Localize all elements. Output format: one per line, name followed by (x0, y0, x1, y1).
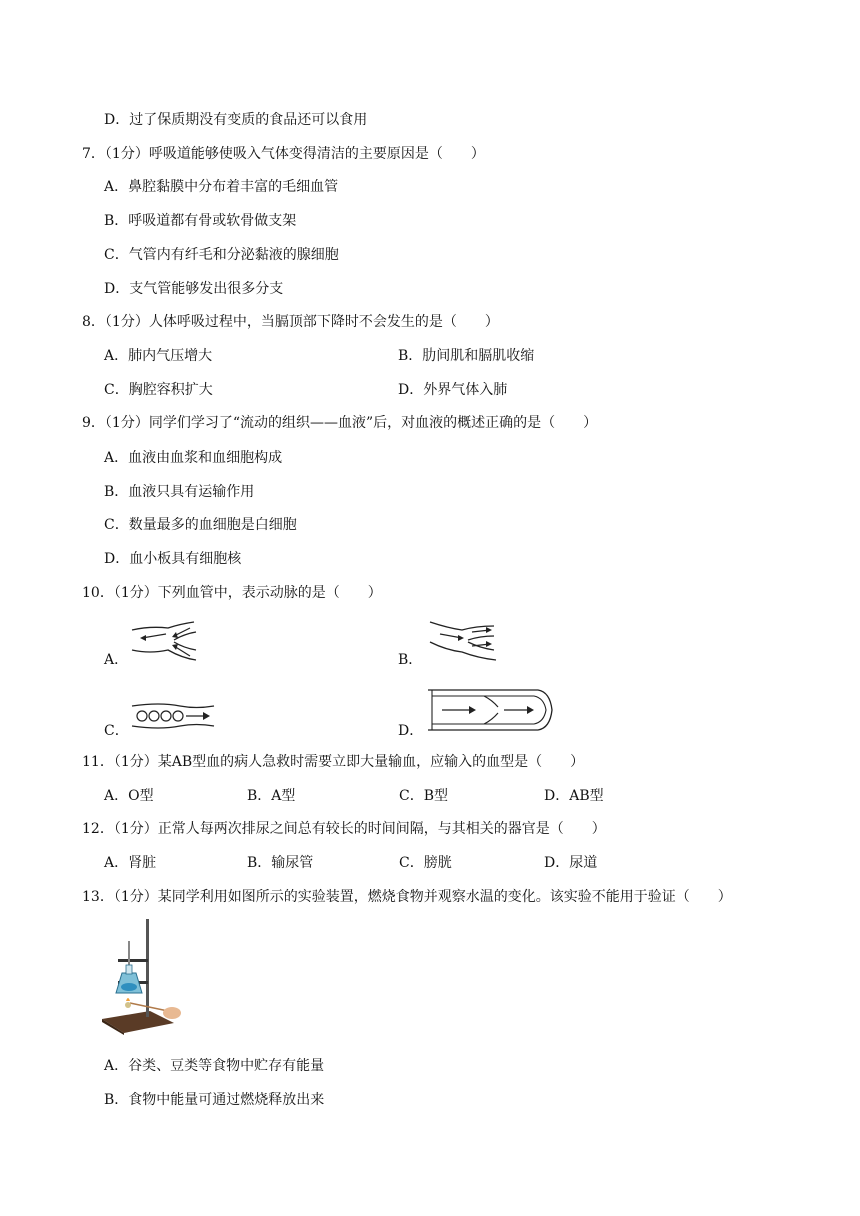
question-9: 9．（1分）同学们学习了“流动的组织——血液”后，对血液的概述正确的是（ ） (82, 415, 598, 431)
q12-option-a: A．肾脏 (104, 855, 157, 871)
q13-apparatus-figure (100, 915, 190, 1035)
q7-option-d: D．支气管能够发出很多分支 (104, 281, 284, 297)
q10-option-b-vessel-figure (428, 620, 500, 664)
q10-option-a-label: A． (104, 652, 129, 668)
q10-option-b-label: B． (398, 652, 423, 668)
q11-option-b: B．A型 (247, 788, 296, 804)
q8-option-b: B．肋间肌和膈肌收缩 (398, 348, 535, 364)
q13-option-a: A．谷类、豆类等食物中贮存有能量 (104, 1058, 325, 1074)
q10-option-d-label: D． (398, 723, 424, 739)
q10-option-c-vessel-figure (130, 702, 216, 730)
question-7: 7．（1分）呼吸道能够使吸入气体变得清洁的主要原因是（ ） (82, 146, 485, 162)
question-12: 12．（1分）正常人每两次排尿之间总有较长的时间间隔，与其相关的器官是（ ） (82, 821, 606, 837)
q10-option-a-vessel-figure (130, 620, 200, 664)
q12-option-d: D．尿道 (544, 855, 598, 871)
q7-option-b: B．呼吸道都有骨或软骨做支架 (104, 213, 297, 229)
q8-option-d: D．外界气体入肺 (398, 382, 508, 398)
q11-option-d: D．AB型 (544, 788, 604, 804)
question-8: 8．（1分）人体呼吸过程中，当膈顶部下降时不会发生的是（ ） (82, 314, 499, 330)
q9-option-a: A．血液由血浆和血细胞构成 (104, 450, 283, 466)
question-11: 11．（1分）某AB型血的病人急救时需要立即大量输血，应输入的血型是（ ） (82, 754, 585, 770)
q11-option-c: C．B型 (399, 788, 448, 804)
q9-option-c: C．数量最多的血细胞是白细胞 (104, 517, 297, 533)
q10-option-d-vessel-figure (426, 686, 556, 734)
q8-option-c: C．胸腔容积扩大 (104, 382, 213, 398)
q8-option-a: A．肺内气压增大 (104, 348, 213, 364)
q9-option-d: D．血小板具有细胞核 (104, 551, 242, 567)
q7-option-c: C．气管内有纤毛和分泌黏液的腺细胞 (104, 247, 339, 263)
q13-option-b: B．食物中能量可通过燃烧释放出来 (104, 1092, 325, 1108)
q12-option-c: C．膀胱 (399, 855, 452, 871)
q10-option-c-label: C． (104, 723, 129, 739)
q7-option-a: A．鼻腔黏膜中分布着丰富的毛细血管 (104, 179, 339, 195)
q6-option-d: D．过了保质期没有变质的食品还可以食用 (104, 112, 368, 128)
q12-option-b: B．输尿管 (247, 855, 314, 871)
q11-option-a: A．O型 (104, 788, 154, 804)
question-13: 13．（1分）某同学利用如图所示的实验装置，燃烧食物并观察水温的变化。该实验不能用于验证（ ） (82, 889, 732, 905)
q9-option-b: B．血液只具有运输作用 (104, 484, 255, 500)
question-10: 10．（1分）下列血管中，表示动脉的是（ ） (82, 585, 382, 601)
